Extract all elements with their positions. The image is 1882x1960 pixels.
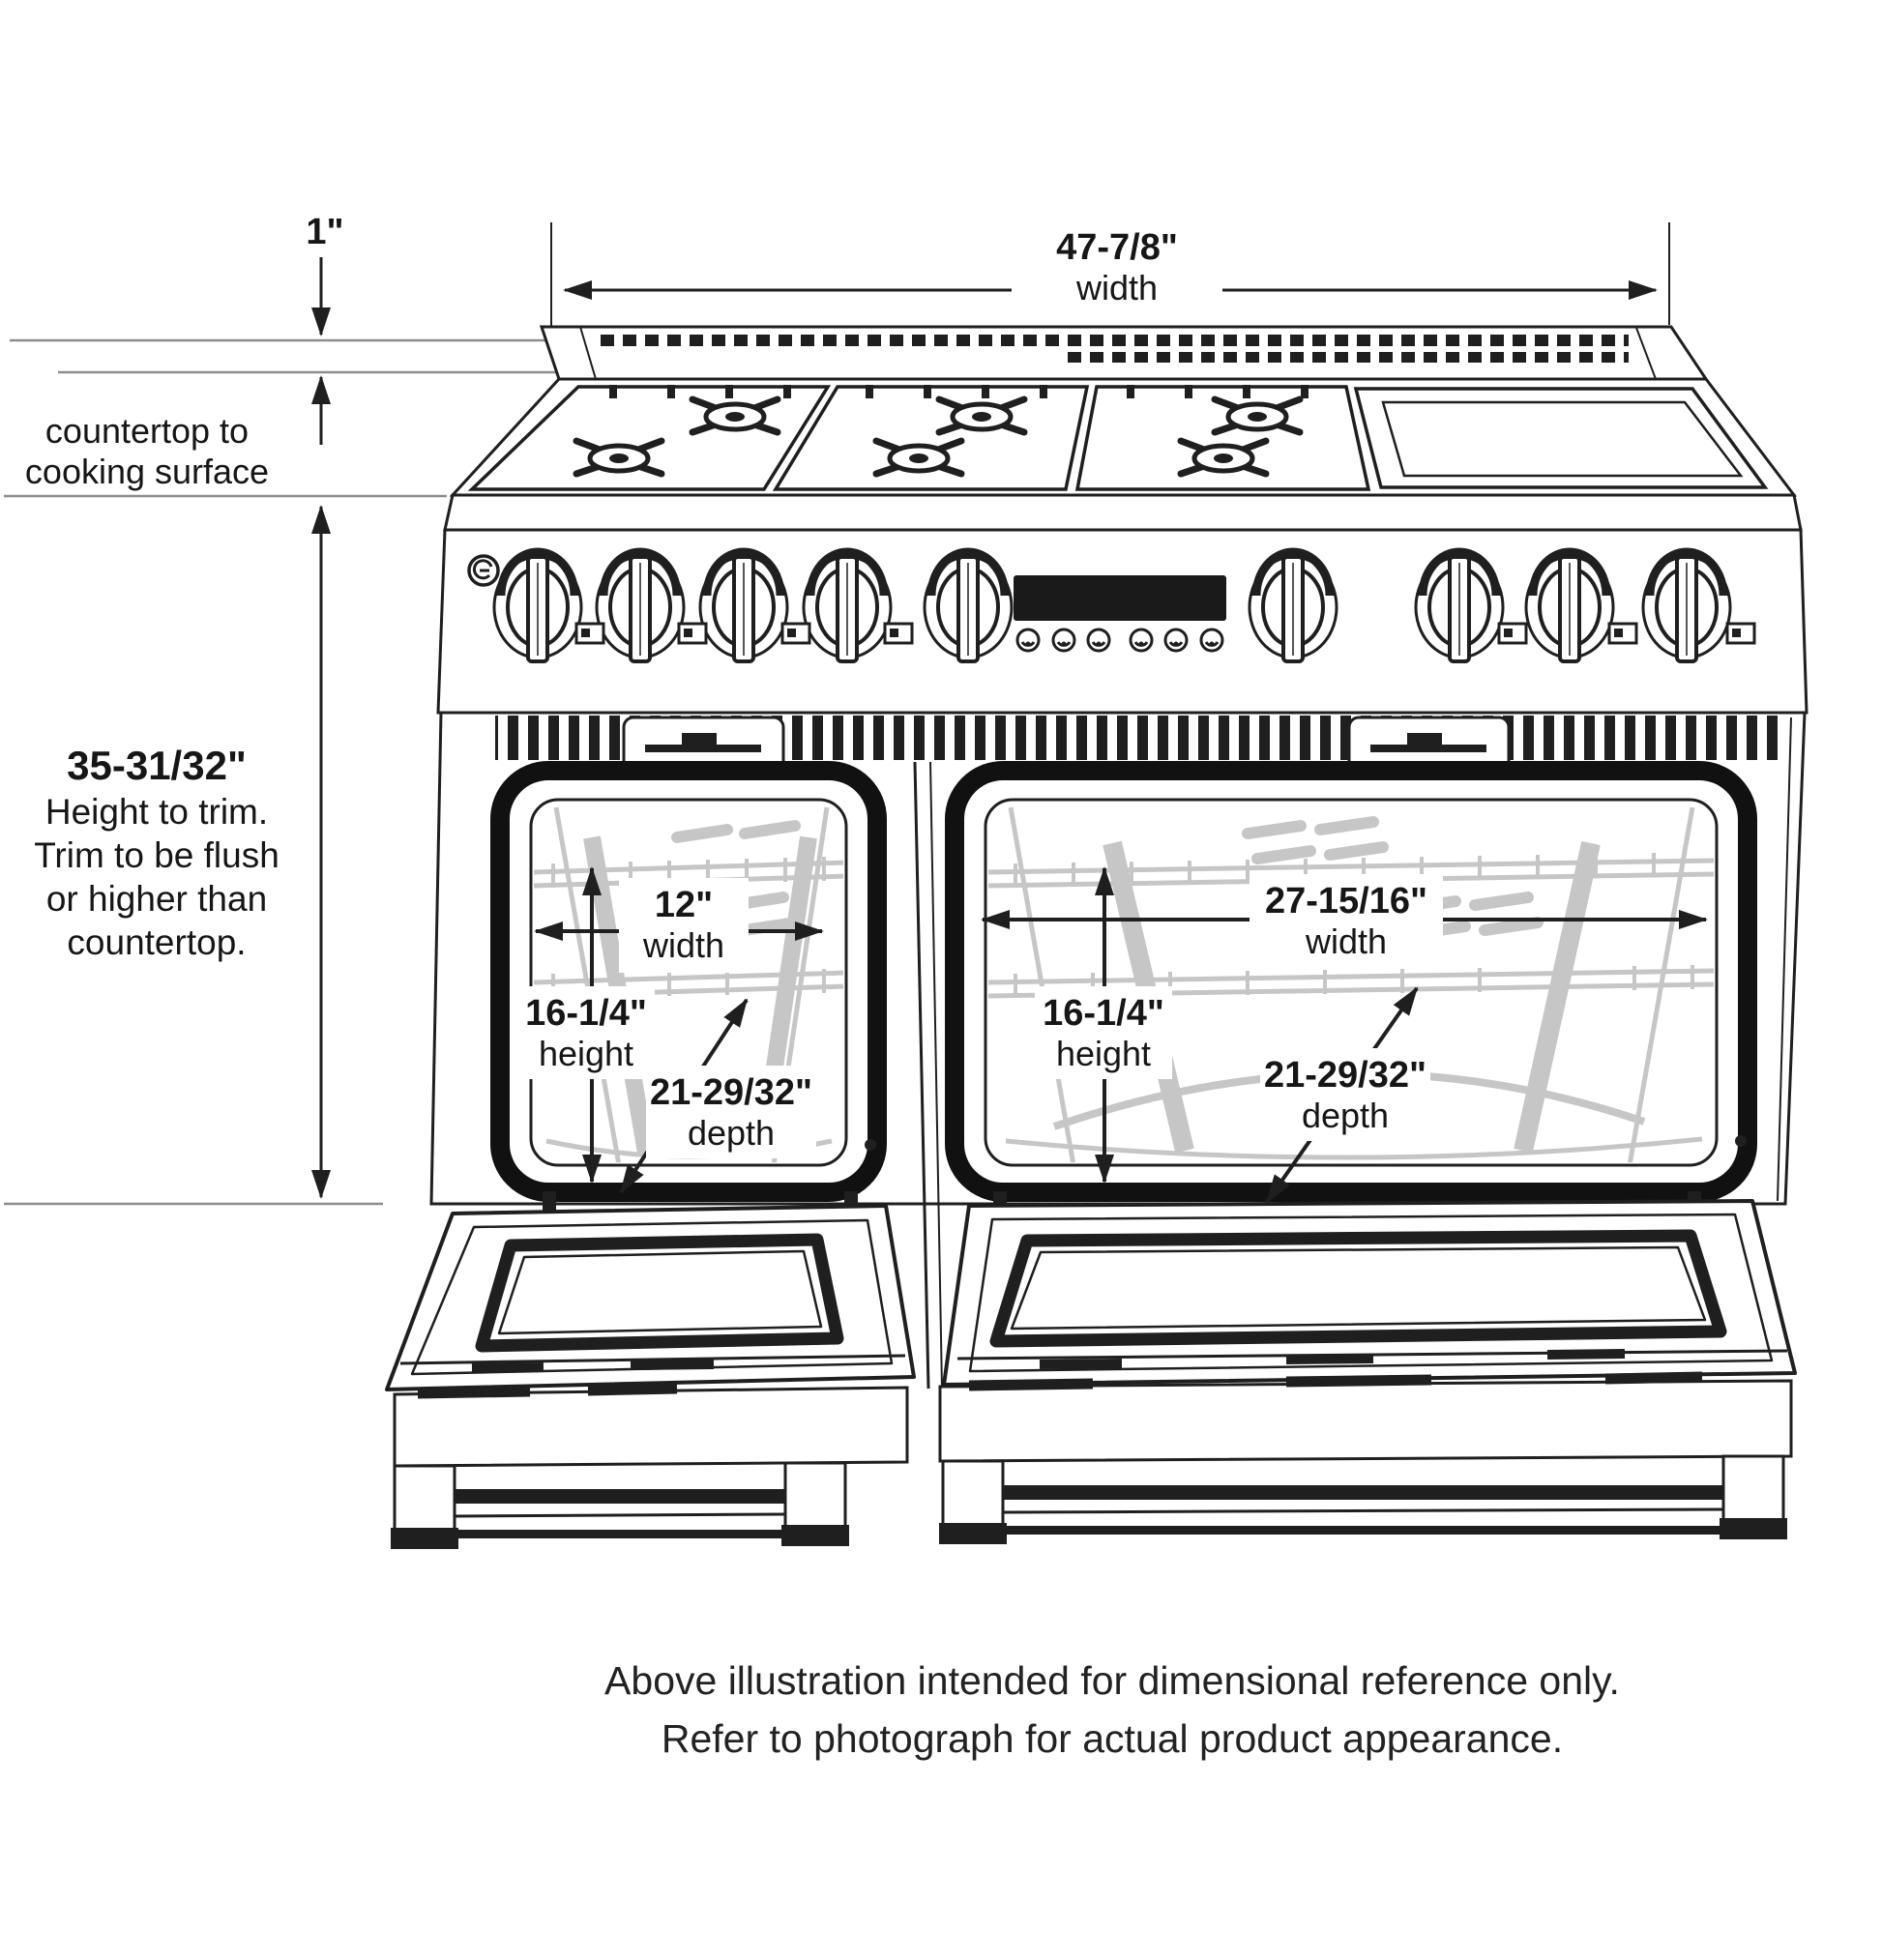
burner-knob-1[interactable]: [494, 552, 581, 661]
right-oven-height-label: height: [1055, 1034, 1152, 1073]
right-oven-door-open[interactable]: [944, 1201, 1795, 1385]
left-oven-height-value: 16-1/4": [525, 993, 647, 1034]
rail-vent-slots-row1: [592, 335, 1629, 346]
left-oven-door-open[interactable]: [387, 1206, 914, 1390]
burner-back-2: [939, 399, 1024, 432]
burner-knob-5[interactable]: [1416, 552, 1503, 661]
countertop-label-line1: countertop to: [44, 411, 250, 451]
overall-width-dimension: [551, 222, 1669, 327]
front-trim-band: [445, 495, 1801, 530]
right-oven-height-value: 16-1/4": [1043, 993, 1164, 1034]
cooktop: [453, 379, 1794, 495]
display-button-6[interactable]: [1201, 629, 1222, 651]
left-oven-depth-value: 21-29/32": [649, 1072, 813, 1113]
display-button-2[interactable]: [1053, 629, 1074, 651]
knob-indicator-4: [885, 624, 912, 643]
leg-front-mid-right: [939, 1461, 1007, 1544]
burner-knob-4[interactable]: [804, 552, 891, 661]
burner-knob-6[interactable]: [1526, 552, 1613, 661]
knob-indicator-1: [576, 624, 603, 643]
footer-line2: Refer to photograph for actual product appearance.: [661, 1716, 1564, 1761]
display-button-5[interactable]: [1165, 629, 1187, 651]
right-oven-width-label: width: [1305, 921, 1388, 961]
control-panel: [438, 530, 1807, 713]
knob-indicator-5: [1499, 624, 1526, 643]
base-right-section: [939, 1377, 1791, 1544]
burner-front-3: [1181, 441, 1266, 474]
burner-back-3: [1215, 399, 1300, 432]
leg-front-left: [391, 1466, 458, 1549]
footer-line1: Above illustration intended for dimensional reference only.: [604, 1658, 1620, 1703]
left-kick-rail-lower: [455, 1530, 785, 1538]
knob-indicator-6: [1609, 624, 1636, 643]
knob-indicator-3: [782, 624, 809, 643]
burner-back-1: [692, 399, 778, 432]
display-button-4[interactable]: [1131, 629, 1152, 651]
burner-front-2: [876, 441, 961, 474]
right-kick-rail-upper: [1003, 1485, 1723, 1500]
height-to-trim-note3: or higher than: [45, 879, 268, 919]
leg-front-right: [1720, 1456, 1787, 1539]
display-button-3[interactable]: [1088, 629, 1109, 651]
display-button-1[interactable]: [1017, 629, 1039, 651]
base-left-section: [391, 1388, 907, 1549]
burner-knob-2[interactable]: [597, 552, 684, 661]
left-oven-width-value: 12": [654, 885, 714, 925]
right-oven-depth-value: 21-29/32": [1263, 1055, 1427, 1096]
knob-indicator-2: [679, 624, 706, 643]
left-oven-depth-label: depth: [687, 1113, 776, 1153]
backsplash-rail: [542, 327, 1706, 379]
height-to-trim-note4: countertop.: [67, 922, 247, 962]
leg-front-mid-left: [781, 1463, 849, 1546]
oven-display: [1014, 575, 1226, 621]
rail-vent-slots-row2: [1064, 352, 1629, 363]
overall-width-label: width: [1075, 268, 1159, 307]
height-to-trim-note2: Trim to be flush: [34, 835, 279, 875]
left-oven-knob[interactable]: [925, 552, 1012, 661]
left-oven-height-label: height: [538, 1034, 634, 1073]
countertop-to-surface-label: [25, 411, 269, 491]
burner-knob-3[interactable]: [700, 552, 787, 661]
overall-width-value: 47-7/8": [1056, 227, 1178, 268]
right-oven-depth-label: depth: [1301, 1096, 1390, 1135]
griddle-plate: [1356, 389, 1765, 487]
height-to-trim-dimension: [34, 507, 321, 1197]
right-oven-width-value: 27-15/16": [1264, 881, 1428, 921]
left-kick-rail-upper: [455, 1489, 785, 1504]
burner-knob-7[interactable]: [1643, 552, 1730, 661]
footer-caption: [604, 1658, 1620, 1761]
brand-logo-icon: [469, 556, 498, 585]
height-to-trim-note1: Height to trim.: [44, 792, 269, 832]
knob-indicator-7: [1727, 624, 1754, 643]
one-inch-dimension: [306, 212, 343, 445]
countertop-label-line2: cooking surface: [24, 452, 270, 491]
height-to-trim-value: 35-31/32": [67, 743, 247, 788]
burner-front-1: [576, 441, 662, 474]
right-kick-rail-lower: [1003, 1526, 1723, 1535]
screw-dot-right: [1735, 1135, 1747, 1147]
right-oven-knob[interactable]: [1250, 552, 1337, 661]
screw-dot-left: [865, 1139, 876, 1151]
left-oven-width-label: width: [642, 925, 725, 965]
one-inch-value: 1": [306, 212, 344, 252]
